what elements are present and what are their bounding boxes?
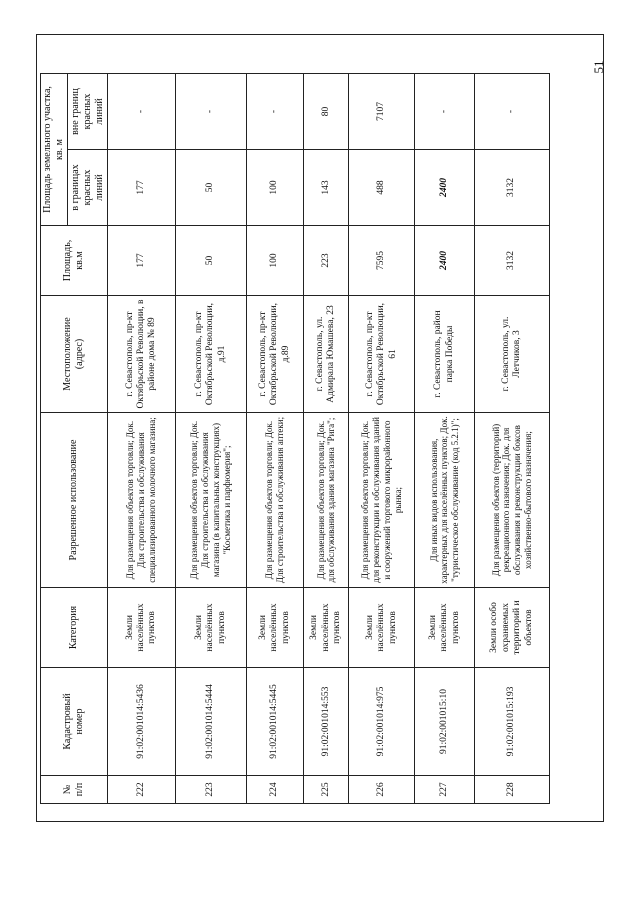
cell-area: 50	[176, 226, 246, 296]
cell-category: Земли населённых пунктов	[176, 588, 246, 668]
cell-location: г. Севастополь, ул. Адмирала Юмашева, 23	[304, 296, 349, 413]
table-row	[108, 74, 176, 804]
cell-permitted-use: Для размещения объектов торговли; Док. Для строительства и обслуживания аптеки;	[246, 413, 304, 588]
cell-num: 228	[475, 776, 550, 804]
header-land-area: Площадь земельного участка, кв. м	[41, 74, 68, 226]
table-row	[349, 74, 415, 804]
cell-category: Земли населённых пунктов	[349, 588, 415, 668]
header-outside-lines: вне границ красных линий	[68, 74, 108, 150]
cell-permitted-use: Для размещения объектов торговли; Док. Для строительства и обслуживания магазина (в капитальных конструкциях) "Косметика и парфюмерия";	[176, 413, 246, 588]
cell-within-lines: 488	[349, 150, 415, 226]
table-row	[246, 74, 304, 804]
cell-area: 2400	[415, 226, 475, 296]
cell-permitted-use: Для иных видов использования, характерных для населённых пунктов; Док. "туристическое обслуживание (код 5.2.1)";	[415, 413, 475, 588]
rotated-table-container	[40, 74, 550, 804]
cell-category: Земли населённых пунктов	[304, 588, 349, 668]
cell-category: Земли населённых пунктов	[108, 588, 176, 668]
cell-num: 222	[108, 776, 176, 804]
cell-within-lines: 177	[108, 150, 176, 226]
cell-location: г. Севастополь, ул. Летчиков, 3	[475, 296, 550, 413]
cell-location: г. Севастополь, пр-кт Октябрьской Революции, д.89	[246, 296, 304, 413]
cell-area: 177	[108, 226, 176, 296]
cell-within-lines: 3132	[475, 150, 550, 226]
cell-within-lines: 2400	[415, 150, 475, 226]
cell-outside-lines: -	[475, 74, 550, 150]
cell-within-lines: 50	[176, 150, 246, 226]
header-location: Местоположение (адрес)	[41, 296, 108, 413]
cell-permitted-use: Для размещения объектов торговли; Док. для обслуживания здания магазина "Рига";	[304, 413, 349, 588]
cell-within-lines: 100	[246, 150, 304, 226]
cell-cadastral: 91:02:001015:193	[475, 668, 550, 776]
header-cadastral: Кадастровый номер	[41, 668, 108, 776]
cell-cadastral: 91:02:001014:5436	[108, 668, 176, 776]
cell-num: 224	[246, 776, 304, 804]
cell-num: 227	[415, 776, 475, 804]
cell-outside-lines: -	[176, 74, 246, 150]
header-within-lines: в границах красных линий	[68, 150, 108, 226]
table-row	[415, 74, 475, 804]
cell-permitted-use: Для размещения объектов торговли; Док. Для строительства и обслуживания специализированного молочного магазина;	[108, 413, 176, 588]
cell-area: 3132	[475, 226, 550, 296]
cell-within-lines: 143	[304, 150, 349, 226]
table-row	[304, 74, 349, 804]
header-num: № п/п	[41, 776, 108, 804]
cell-outside-lines: -	[415, 74, 475, 150]
cell-num: 225	[304, 776, 349, 804]
table-row	[176, 74, 246, 804]
cell-permitted-use: Для размещения объектов (территорий) рекреационного назначения; Док. для обслуживания и реконструкции боксов хозяйственно-бытового назначения;	[475, 413, 550, 588]
cell-outside-lines: 80	[304, 74, 349, 150]
cell-cadastral: 91:02:001014:5444	[176, 668, 246, 776]
cell-location: г. Севастополь, район парка Победы	[415, 296, 475, 413]
page-number: 51	[591, 60, 606, 74]
cell-category: Земли населённых пунктов	[246, 588, 304, 668]
cell-outside-lines: -	[108, 74, 176, 150]
cell-cadastral: 91:02:001014:5445	[246, 668, 304, 776]
cell-category: Земли особо охраняемых территорий и объектов	[475, 588, 550, 668]
cell-cadastral: 91:02:001014:553	[304, 668, 349, 776]
cell-location: г. Севастополь, пр-кт Октябрьской Революции, в районе дома № 89	[108, 296, 176, 413]
cell-num: 226	[349, 776, 415, 804]
cell-area: 223	[304, 226, 349, 296]
cell-num: 223	[176, 776, 246, 804]
header-area: Площадь, кв.м	[41, 226, 108, 296]
cell-location: г. Севастополь, пр-кт Октябрьской Революции, д.91	[176, 296, 246, 413]
cell-category: Земли населённых пунктов	[415, 588, 475, 668]
land-plots-table	[40, 73, 550, 804]
header-category: Категория	[41, 588, 108, 668]
cell-cadastral: 91:02:001014:975	[349, 668, 415, 776]
cell-area: 7595	[349, 226, 415, 296]
table-row	[475, 74, 550, 804]
cell-location: г. Севастополь, пр-кт Октябрьской Революции, 61	[349, 296, 415, 413]
cell-permitted-use: Для размещения объектов торговли; Док. для реконструкции и обслуживания зданий и сооружений торгового микрорайонного рынка;	[349, 413, 415, 588]
cell-cadastral: 91:02:001015:10	[415, 668, 475, 776]
header-permitted-use: Разрешенное использование	[41, 413, 108, 588]
cell-outside-lines: -	[246, 74, 304, 150]
cell-area: 100	[246, 226, 304, 296]
cell-outside-lines: 7107	[349, 74, 415, 150]
